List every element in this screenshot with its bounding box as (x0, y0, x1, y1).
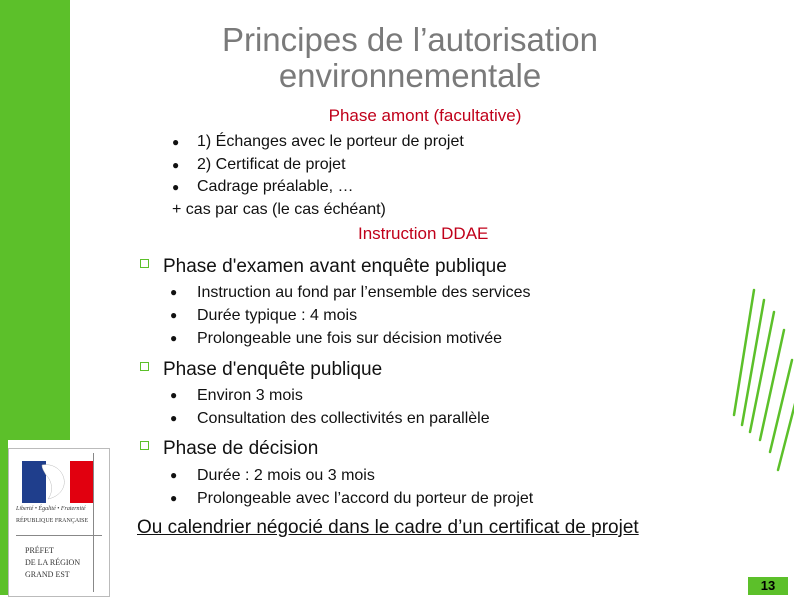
prefecture-logo (8, 448, 110, 597)
logo-republique: RÉPUBLIQUE FRANÇAISE (16, 518, 89, 524)
bullet-icon: ● (170, 468, 178, 482)
phase-examen-list (170, 281, 531, 350)
bullet-icon: ● (170, 285, 178, 299)
list-item: ● Consultation des collectivités en parallèle (170, 407, 490, 430)
bullet-icon: ● (172, 180, 180, 194)
phase-title-enquete: Phase d'enquête publique (140, 359, 382, 381)
bullet-icon: ● (170, 388, 178, 402)
page-title: Principes de l’autorisation environnementale (221, 21, 599, 94)
list-item: ● Environ 3 mois (170, 384, 490, 407)
phase-decision-list (170, 464, 533, 510)
bullet-icon: ● (172, 157, 180, 172)
logo-side-divider (93, 453, 94, 592)
square-bullet-icon (140, 441, 149, 450)
logo-motto: Liberté • Égalité • Fraternité (16, 506, 86, 512)
bullet-icon: ● (170, 331, 178, 345)
footer-note: Ou calendrier négocié dans le cadre d’un certificat de projet (137, 517, 639, 538)
phase-title-decision: Phase de décision (140, 438, 318, 460)
bullet-icon: ● (170, 411, 178, 425)
page-number: 13 (748, 577, 788, 595)
bullet-icon: ● (170, 308, 178, 322)
square-bullet-icon (140, 259, 149, 268)
logo-line-1: PRÉFET (25, 546, 54, 555)
bullet-icon: ● (170, 491, 178, 505)
phase-amont-heading: Phase amont (facultative) (328, 106, 522, 125)
list-item: ● 1) Échanges avec le porteur de projet (172, 131, 464, 154)
list-item: ● Prolongeable avec l’accord du porteur de projet (170, 487, 533, 510)
phase-amont-list (172, 131, 464, 221)
list-item: ● 2) Certificat de projet (172, 154, 464, 177)
square-bullet-icon (140, 362, 149, 371)
instruction-heading: Instruction DDAE (358, 224, 489, 243)
left-accent-band (0, 0, 70, 440)
list-item: ● Prolongeable une fois sur décision motivée (170, 327, 531, 350)
list-item: ● Durée : 2 mois ou 3 mois (170, 464, 533, 487)
left-accent-band-bottom (0, 440, 8, 595)
decorative-lines (704, 0, 794, 595)
list-item: ● Durée typique : 4 mois (170, 304, 531, 327)
logo-divider (16, 535, 102, 536)
logo-line-2: DE LA RÉGION (25, 558, 81, 567)
marianne-icon (22, 461, 94, 503)
phase-title-examen: Phase d'examen avant enquête publique (140, 256, 507, 278)
bullet-icon: ● (172, 135, 180, 149)
logo-line-3: GRAND EST (25, 570, 70, 579)
phase-enquete-list (170, 384, 490, 430)
list-item: ● Cadrage préalable, … (172, 176, 464, 199)
phase-amont-extra: + cas par cas (le cas échéant) (172, 200, 386, 218)
list-item: ● Instruction au fond par l’ensemble des services (170, 281, 531, 304)
